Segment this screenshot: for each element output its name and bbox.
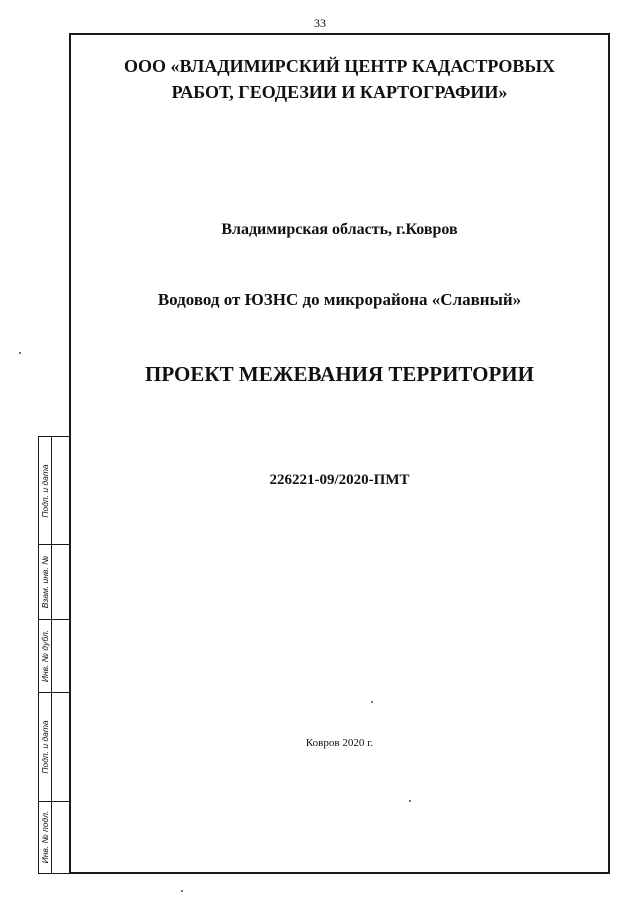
stamp-cell-signature-date-2 [39, 692, 70, 802]
stamp-cell-duplicate-inv [39, 619, 70, 693]
document-title: ПРОЕКТ МЕЖЕВАНИЯ ТЕРРИТОРИИ [145, 362, 534, 386]
document-code: 226221-09/2020-ПМТ [269, 472, 410, 488]
city-year: Ковров 2020 г. [305, 737, 374, 749]
stamp-cell-replacement-inv [39, 544, 70, 620]
organization-line-1: ООО «ВЛАДИМИРСКИЙ ЦЕНТР КАДАСТРОВЫХ [124, 56, 555, 76]
region: Владимирская область, г.Ковров [221, 221, 458, 238]
organization-line-2: РАБОТ, ГЕОДЕЗИИ И КАРТОГРАФИИ» [171, 82, 508, 102]
stamp-label: Подп. и дата [40, 719, 50, 774]
scan-speck [371, 701, 373, 703]
stamp-label: Инв. № дубл. [40, 629, 50, 682]
stamp-cell-original-inv [39, 801, 70, 873]
page-number: 33 [314, 16, 326, 30]
scan-speck [409, 800, 411, 802]
scan-speck [181, 890, 183, 892]
side-stamp [38, 436, 70, 874]
stamp-label: Инв. № подл. [40, 810, 50, 864]
document-frame [69, 33, 610, 874]
organization-name [71, 53, 608, 105]
stamp-label: Взам. инв. № [40, 555, 50, 608]
stamp-label: Подп. и дата [40, 463, 50, 518]
stamp-cell-signature-date-1 [39, 437, 70, 545]
object-name: Водовод от ЮЗНС до микрорайона «Славный» [157, 290, 522, 309]
scan-speck [19, 352, 21, 354]
